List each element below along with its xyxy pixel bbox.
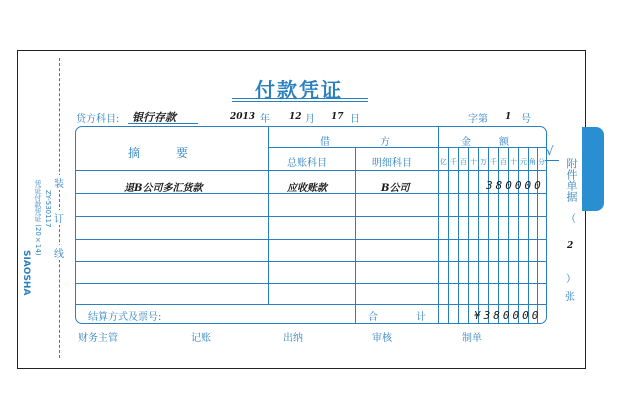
voucher-number-unit: 号 <box>521 114 531 125</box>
total-amount: ¥380000 <box>474 309 542 322</box>
digit-line-10 <box>537 147 538 323</box>
debit-subheader-line <box>268 147 438 148</box>
digit-line-1 <box>448 147 449 323</box>
digit-header: 万 <box>480 158 487 166</box>
title-underline <box>232 98 368 99</box>
digit-line-3 <box>468 147 469 323</box>
digit-header: 亿 <box>440 158 447 166</box>
digit-line-7 <box>508 147 509 323</box>
col-line-summary <box>268 127 269 304</box>
digit-header: 千 <box>490 158 497 166</box>
prepared-by-label: 制单 <box>462 333 482 344</box>
digit-header: 十 <box>470 158 477 166</box>
total-row-line <box>76 304 546 305</box>
digit-line-8 <box>518 147 519 323</box>
attachments-paren-open: （ <box>566 214 576 225</box>
digit-line-2 <box>458 147 459 323</box>
debit-header-right: 方 <box>380 137 390 148</box>
attachments-paren-close: ） <box>566 274 576 285</box>
bookkeeping-label: 记账 <box>191 333 211 344</box>
credit-account-underline <box>128 123 198 124</box>
amount-header-left: 金 <box>461 137 471 148</box>
review-label: 审核 <box>372 333 392 344</box>
row-summary: 退B公司多汇货款 <box>124 183 203 194</box>
col-line-general <box>355 147 356 323</box>
date-year: 2013 <box>230 112 256 122</box>
perforation-line <box>59 58 60 358</box>
credit-account-label: 贷方科目: <box>76 114 120 125</box>
summary-header: 摘 要 <box>128 146 189 160</box>
header-bottom-line <box>76 170 546 171</box>
voucher-number: 1 <box>505 112 512 122</box>
digit-header: 千 <box>450 158 457 166</box>
month-unit: 月 <box>305 114 315 125</box>
settlement-label: 结算方式及票号: <box>88 312 162 323</box>
date-day: 17 <box>331 112 344 122</box>
day-unit: 日 <box>350 114 360 125</box>
general-account-header: 总账科目 <box>287 158 327 169</box>
binding-tab <box>582 127 604 211</box>
total-label-left: 合 <box>368 312 378 323</box>
detail-account-header: 明细科目 <box>372 158 412 169</box>
digit-line-6 <box>498 147 499 323</box>
check-mark-icon: √ <box>546 144 554 158</box>
binding-char-2: 订 <box>54 210 64 225</box>
attachments-label: 附件单据 <box>565 158 578 202</box>
row-amount: 380000 <box>486 179 544 192</box>
digit-header: 元 <box>520 158 527 166</box>
row-line-3 <box>76 239 546 240</box>
brand-logo: SIAOSHA <box>21 250 31 296</box>
digit-header: 百 <box>460 158 467 166</box>
digit-header: 十 <box>510 158 517 166</box>
row-line-2 <box>76 216 546 217</box>
debit-header-left: 借 <box>320 137 330 148</box>
page-title: 付款凭证 <box>255 78 343 102</box>
digit-header: 角 <box>529 158 536 166</box>
total-label-right: 计 <box>416 312 426 323</box>
amount-subheader-line <box>438 147 546 148</box>
attachments-count: 2 <box>567 241 574 251</box>
sheets-unit: 张 <box>565 292 575 303</box>
digit-header: 百 <box>500 158 507 166</box>
voucher-number-label: 字第 <box>468 114 488 125</box>
amount-header-right: 额 <box>499 137 509 148</box>
digit-line-4 <box>478 147 479 323</box>
voucher-table <box>75 126 547 324</box>
form-code: ZY-530117 <box>44 190 52 228</box>
binding-char-3: 线 <box>54 245 64 260</box>
digit-header: 分 <box>538 158 545 166</box>
row-detail-account: B公司 <box>381 183 410 194</box>
row-line-4 <box>76 261 546 262</box>
check-column-line <box>545 160 559 161</box>
cashier-label: 出纳 <box>283 333 303 344</box>
digit-line-5 <box>488 147 489 323</box>
binding-char-1: 装 <box>54 175 64 190</box>
date-month: 12 <box>289 112 302 122</box>
title-underline-double <box>232 101 368 102</box>
col-line-detail <box>438 127 439 323</box>
year-unit: 年 <box>260 114 270 125</box>
credit-account-value: 银行存款 <box>132 111 176 124</box>
row-general-account: 应收账款 <box>287 183 327 194</box>
digit-line-9 <box>528 147 529 323</box>
finance-manager-label: 财务主管 <box>78 333 118 344</box>
row-line-5 <box>76 283 546 284</box>
form-name: 凭证付款凭证 (20×14) <box>34 180 42 256</box>
